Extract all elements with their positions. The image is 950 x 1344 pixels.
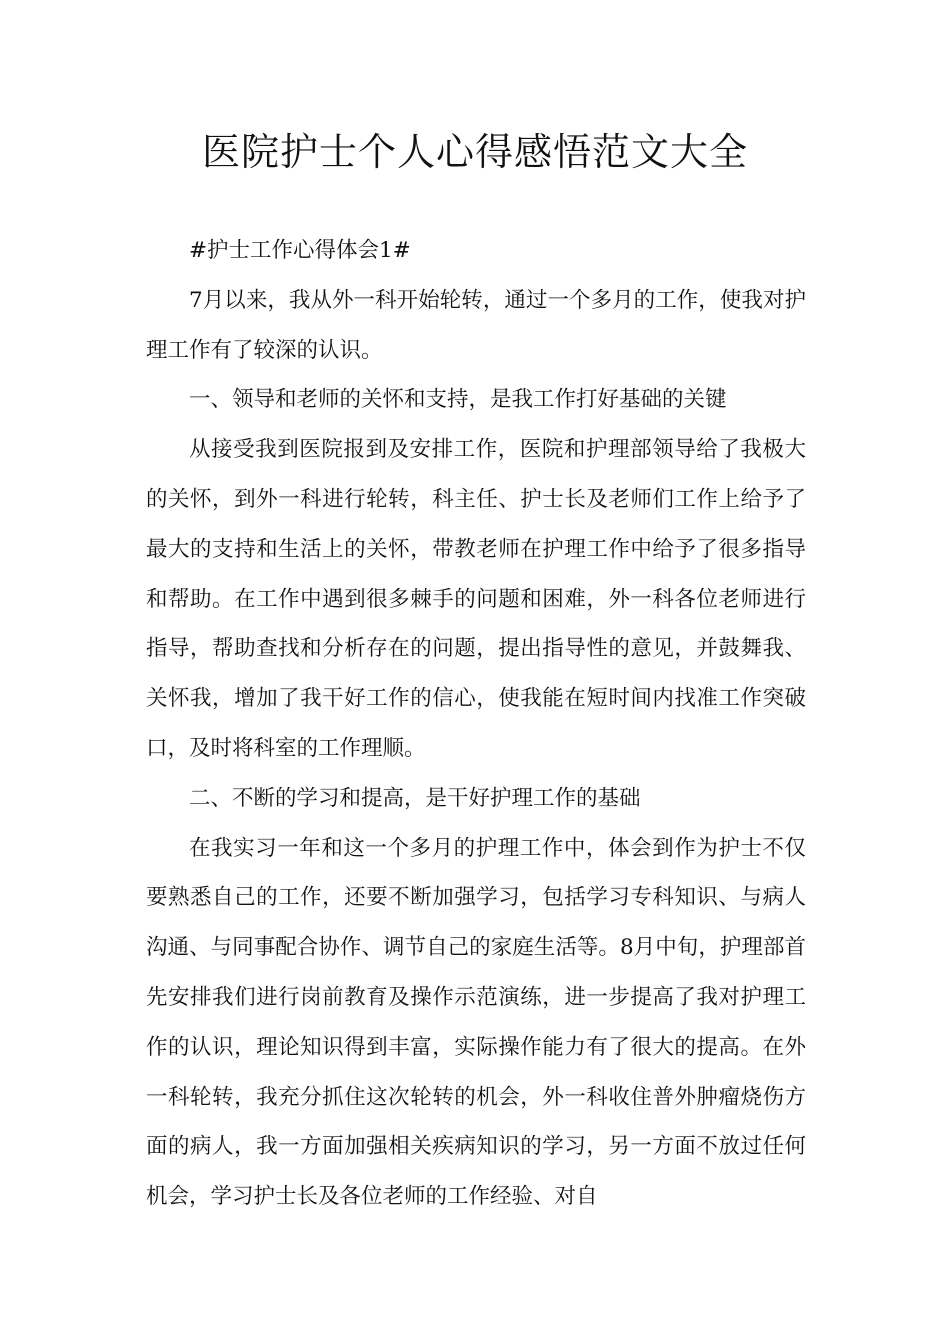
section-heading: 二、不断的学习和提高，是干好护理工作的基础 bbox=[189, 785, 641, 811]
paragraph: 从接受我到医院报到及安排工作，医院和护理部领导给了我极大的关怀，到外一科进行轮转，科主任、护士长及老师们工作上给予了最大的支持和生活上的关怀，带教老师在护理工作中给予了很多指导和帮助。在工作中遇到很多棘手的问题和困难，外一科各位老师进行指导，帮助查找和分析存在的问题，提出指导性的意见，并鼓舞我、关怀我，增加了我干好工作的信心，使我能在短时间内找准工作突破口，及时将科室的工作理顺。 bbox=[146, 437, 806, 761]
section-heading: 一、领导和老师的关怀和支持，是我工作打好基础的关键 bbox=[189, 387, 727, 413]
paragraph: 在我实习一年和这一个多月的护理工作中，体会到作为护士不仅要熟悉自己的工作，还要不断加强学习，包括学习专科知识、与病人沟通、与同事配合协作、调节自己的家庭生活等。8月中旬，护理部首先安排我们进行岗前教育及操作示范演练，进一步提高了我对护理工作的认识，理论知识得到丰富，实际操作能力有了很大的提高。在外一科轮转，我充分抓住这次轮转的机会，外一科收住普外肿瘤烧伤方面的病人，我一方面加强相关疾病知识的学习，另一方面不放过任何机会，学习护士长及各位老师的工作经验、对自 bbox=[146, 835, 806, 1210]
document-body bbox=[146, 226, 806, 1222]
paragraph: 7月以来，我从外一科开始轮转，通过一个多月的工作，使我对护理工作有了较深的认识。 bbox=[146, 287, 806, 363]
document-title: 医院护士个人心得感悟范文大全 bbox=[201, 130, 748, 174]
section-heading: #护士工作心得体会1# bbox=[189, 238, 411, 263]
